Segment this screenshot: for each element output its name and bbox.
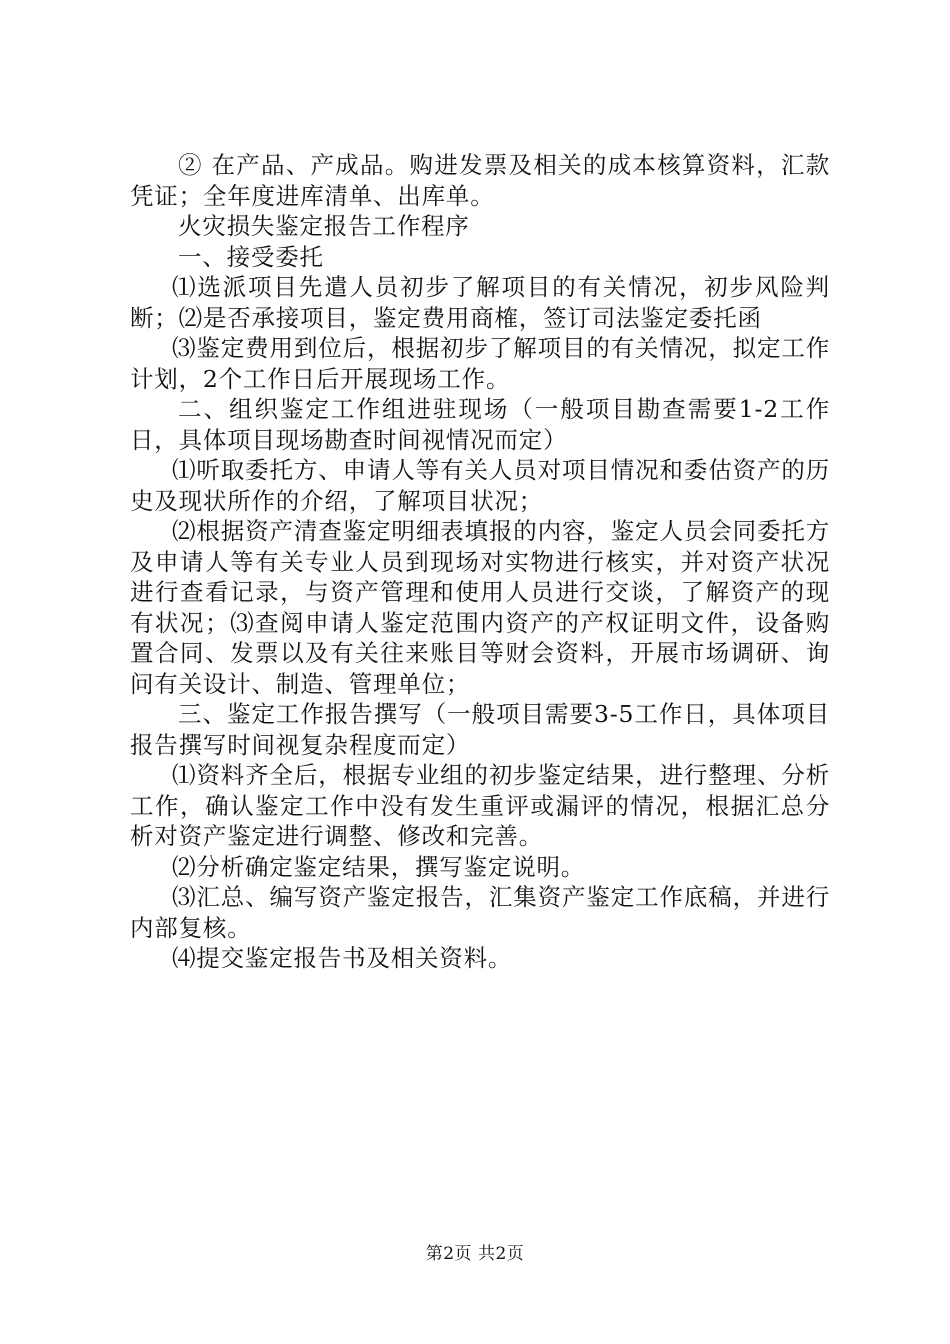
paragraph-compile-report: ⑶汇总、编写资产鉴定报告，汇集资产鉴定工作底稿，并进行内部复核。 bbox=[130, 883, 830, 942]
paragraph-submit-report: ⑷提交鉴定报告书及相关资料。 bbox=[172, 944, 513, 972]
paragraph-step-3: ⑶鉴定费用到位后，根据初步了解项目的有关情况，拟定工作计划，2个工作日后开展现场工作。 bbox=[130, 334, 830, 393]
paragraph-purchase-records: ② 在产品、产成品。购进发票及相关的成本核算资料，汇款凭证；全年度进库清单、出库单。 bbox=[130, 151, 830, 210]
paragraph-step-1-2: ⑴选派项目先遣人员初步了解项目的有关情况，初步风险判断；⑵是否承接项目，鉴定费用商榷，签订司法鉴定委托函 bbox=[130, 273, 830, 332]
section-title: 火灾损失鉴定报告工作程序 bbox=[178, 212, 470, 240]
heading-report-writing: 三、鉴定工作报告撰写（一般项目需要3-5工作日，具体项目报告撰写时间视复杂程度而定） bbox=[130, 700, 830, 759]
paragraph-hear-introduction: ⑴听取委托方、申请人等有关人员对项目情况和委估资产的历史及现状所作的介绍，了解项目状况； bbox=[130, 456, 830, 515]
heading-accept-commission: 一、接受委托 bbox=[178, 242, 324, 271]
paragraph-verify-assets: ⑵根据资产清查鉴定明细表填报的内容，鉴定人员会同委托方及申请人等有关专业人员到现场对实物进行核实，并对资产状况进行查看记录，与资产管理和使用人员进行交谈，了解资产的现有状况；⑶查阅申请人鉴定范围内资产的产权证明文件，设备购置合同、发票以及有关往来账目等财会资料，开展市场调研、询问有关设计、制造、管理单位； bbox=[130, 517, 830, 698]
page-number: 第2页 共2页 bbox=[425, 1244, 525, 1264]
paragraph-determine-results: ⑵分析确定鉴定结果，撰写鉴定说明。 bbox=[172, 852, 586, 881]
heading-on-site-team: 二、组织鉴定工作组进驻现场（一般项目勘查需要1-2工作日，具体项目现场勘查时间视情况而定） bbox=[130, 395, 830, 454]
paragraph-organize-analysis: ⑴资料齐全后，根据专业组的初步鉴定结果，进行整理、分析工作，确认鉴定工作中没有发生重评或漏评的情况，根据汇总分析对资产鉴定进行调整、修改和完善。 bbox=[130, 761, 830, 850]
document-body bbox=[130, 150, 830, 974]
